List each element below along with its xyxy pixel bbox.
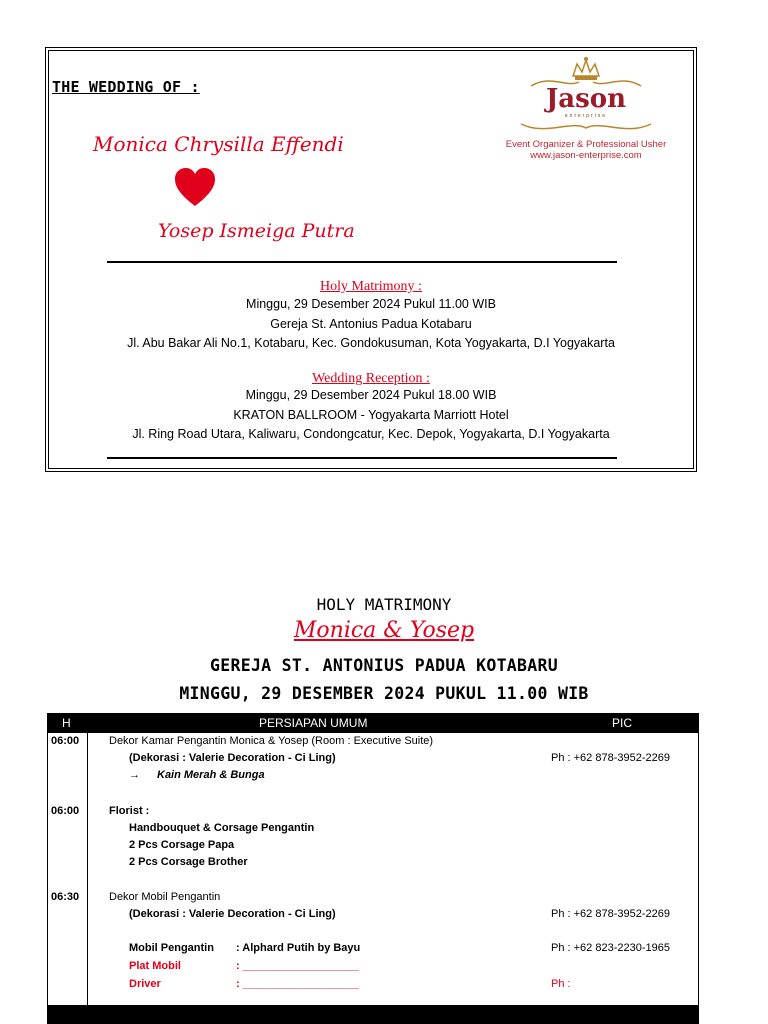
logo-sub: enterprise: [564, 113, 608, 119]
schedule-date: MINGGU, 29 DESEMBER 2024 PUKUL 11.00 WIB: [179, 684, 589, 703]
row1-sub: (Dekorasi : Valerie Decoration - Ci Ling): [129, 752, 336, 764]
row1-time: 06:00: [51, 735, 80, 747]
header-h: H: [62, 716, 71, 730]
table-footer: [47, 1005, 699, 1024]
driver-label: Driver: [129, 978, 161, 990]
row2-item1: Handbouquet & Corsage Pengantin: [129, 822, 315, 834]
reception-venue: KRATON BALLROOM - Yogyakarta Marriott Hotel: [233, 408, 509, 422]
heart-icon: [174, 168, 216, 208]
plate-value: : ___________________: [236, 960, 359, 972]
matrimony-venue: Gereja St. Antonius Padua Kotabaru: [270, 317, 472, 331]
matrimony-date: Minggu, 29 Desember 2024 Pukul 11.00 WIB: [246, 297, 496, 311]
car-value: : Alphard Putih by Bayu: [236, 942, 361, 954]
divider-bottom: [107, 457, 617, 459]
row2-task: Florist :: [109, 805, 150, 817]
row3-sub: (Dekorasi : Valerie Decoration - Ci Ling): [129, 908, 336, 920]
row3-pic: Ph : +62 878-3952-2269: [551, 908, 670, 920]
table-header: [47, 713, 699, 733]
schedule-couple: Monica & Yosep: [293, 618, 475, 643]
divider-top: [107, 261, 617, 263]
invitation-card: [45, 47, 697, 472]
schedule-table: [47, 713, 699, 1024]
row2-item2: 2 Pcs Corsage Papa: [129, 839, 235, 851]
schedule-venue: GEREJA ST. ANTONIUS PADUA KOTABARU: [210, 656, 558, 675]
matrimony-address: Jl. Abu Bakar Ali No.1, Kotabaru, Kec. Gondokusuman, Kota Yogyakarta, D.I Yogyakarta: [127, 336, 615, 350]
car-pic: Ph : +62 823-2230-1965: [551, 942, 670, 954]
bride-name: Monica Chrysilla Effendi: [93, 132, 344, 156]
column-divider: [87, 733, 88, 1005]
reception-address: Jl. Ring Road Utara, Kaliwaru, Condongcatur, Kec. Depok, Yogyakarta, D.I Yogyakarta: [132, 427, 610, 441]
row3-time: 06:30: [51, 891, 80, 903]
schedule-title: HOLY MATRIMONY: [316, 595, 452, 614]
driver-value: : ___________________: [236, 978, 359, 990]
table-body: [47, 733, 699, 1005]
matrimony-title: Holy Matrimony :: [320, 279, 422, 294]
flourish-icon: [491, 118, 681, 138]
wedding-heading: THE WEDDING OF :: [52, 78, 200, 96]
logo-tagline: Event Organizer & Professional Usher: [505, 139, 667, 150]
jason-logo: [491, 54, 681, 164]
groom-name: Yosep Ismeiga Putra: [158, 220, 355, 242]
driver-pic: Ph :: [551, 978, 571, 990]
row2-item3: 2 Pcs Corsage Brother: [129, 856, 248, 868]
row2-time: 06:00: [51, 805, 80, 817]
row3-task: Dekor Mobil Pengantin: [109, 891, 221, 903]
reception-date: Minggu, 29 Desember 2024 Pukul 18.00 WIB: [245, 388, 497, 402]
logo-brand: Jason: [545, 84, 627, 114]
logo-website: www.jason-enterprise.com: [530, 150, 642, 161]
arrow-right-icon: →: [129, 769, 140, 781]
plate-label: Plat Mobil: [129, 960, 181, 972]
header-pic: PIC: [612, 716, 633, 730]
row1-note: Kain Merah & Bunga: [157, 769, 265, 781]
header-task: PERSIAPAN UMUM: [259, 716, 368, 730]
car-label: Mobil Pengantin: [129, 942, 214, 954]
row1-task: Dekor Kamar Pengantin Monica & Yosep (Room : Executive Suite): [109, 735, 434, 747]
reception-title: Wedding Reception :: [312, 371, 430, 386]
row1-pic: Ph : +62 878-3952-2269: [551, 752, 670, 764]
